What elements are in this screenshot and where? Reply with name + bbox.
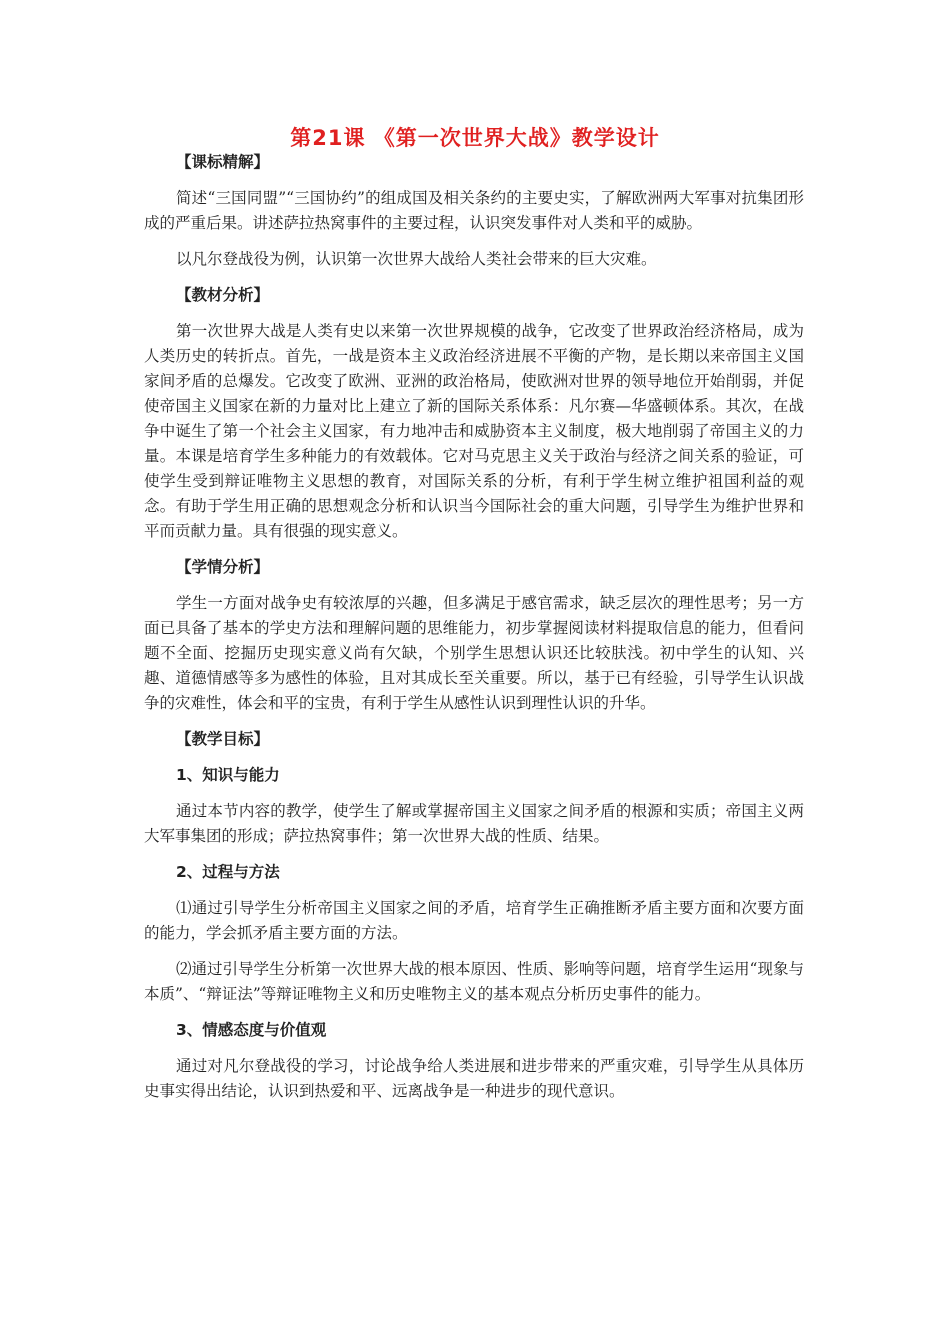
section-objectives bbox=[144, 727, 804, 1104]
paragraph: ⑴通过引导学生分析帝国主义国家之间的矛盾，培育学生正确推断矛盾主要方面和次要方面的能力，学会抓矛盾主要方面的方法。 bbox=[144, 899, 804, 942]
section-textbook bbox=[144, 283, 804, 544]
subheading-knowledge: 1、知识与能力 bbox=[176, 766, 280, 784]
section-heading-students: 【学情分析】 bbox=[176, 558, 270, 576]
section-heading-objectives: 【教学目标】 bbox=[176, 730, 270, 748]
document-title: 第21课 《第一次世界大战》教学设计 bbox=[290, 126, 660, 150]
paragraph: 通过本节内容的教学，使学生了解或掌握帝国主义国家之间矛盾的根源和实质；帝国主义两大军事集团的形成；萨拉热窝事件；第一次世界大战的性质、结果。 bbox=[144, 802, 804, 845]
subheading-process: 2、过程与方法 bbox=[176, 863, 280, 881]
subheading-values: 3、情感态度与价值观 bbox=[176, 1021, 327, 1039]
paragraph: ⑵通过引导学生分析第一次世界大战的根本原因、性质、影响等问题，培育学生运用“现象与本质”、“辩证法”等辩证唯物主义和历史唯物主义的基本观点分析历史事件的能力。 bbox=[144, 960, 804, 1003]
paragraph: 简述“三国同盟”“三国协约”的组成国及相关条约的主要史实，了解欧洲两大军事对抗集团形成的严重后果。讲述萨拉热窝事件的主要过程，认识突发事件对人类和平的威胁。 bbox=[144, 189, 804, 232]
paragraph: 学生一方面对战争史有较浓厚的兴趣，但多满足于感官需求，缺乏层次的理性思考；另一方面已具备了基本的学史方法和理解问题的思维能力，初步掌握阅读材料提取信息的能力，但看问题不全面、挖掘历史现实意义尚有欠缺，个别学生思想认识还比较肤浅。初中学生的认知、兴趣、道德情感等多为感性的体验，且对其成长至关重要。所以，基于已有经验，引导学生认识战争的灾难性，体会和平的宝贵，有利于学生从感性认识到理性认识的升华。 bbox=[144, 594, 804, 712]
section-curriculum bbox=[144, 150, 804, 272]
section-heading-curriculum: 【课标精解】 bbox=[176, 153, 270, 171]
paragraph: 通过对凡尔登战役的学习，讨论战争给人类进展和进步带来的严重灾难，引导学生从具体历史事实得出结论，认识到热爱和平、远离战争是一种进步的现代意识。 bbox=[144, 1057, 804, 1100]
document-body bbox=[144, 150, 804, 1115]
paragraph: 第一次世界大战是人类有史以来第一次世界规模的战争，它改变了世界政治经济格局，成为人类历史的转折点。首先，一战是资本主义政治经济进展不平衡的产物，是长期以来帝国主义国家间矛盾的总爆发。它改变了欧洲、亚洲的政治格局，使欧洲对世界的领导地位开始削弱，并促使帝国主义国家在新的力量对比上建立了新的国际关系体系：凡尔赛—华盛顿体系。其次，在战争中诞生了第一个社会主义国家，有力地冲击和威胁资本主义制度，极大地削弱了帝国主义的力量。本课是培育学生多种能力的有效载体。它对马克思主义关于政治与经济之间关系的验证，可使学生受到辩证唯物主义思想的教育，对国际关系的分析，有利于学生树立维护祖国利益的观念。有助于学生用正确的思想观念分析和认识当今国际社会的重大问题，引导学生为维护世界和平而贡献力量。具有很强的现实意义。 bbox=[144, 322, 804, 540]
section-students bbox=[144, 555, 804, 716]
paragraph: 以凡尔登战役为例，认识第一次世界大战给人类社会带来的巨大灾难。 bbox=[176, 250, 657, 268]
section-heading-textbook: 【教材分析】 bbox=[176, 286, 270, 304]
